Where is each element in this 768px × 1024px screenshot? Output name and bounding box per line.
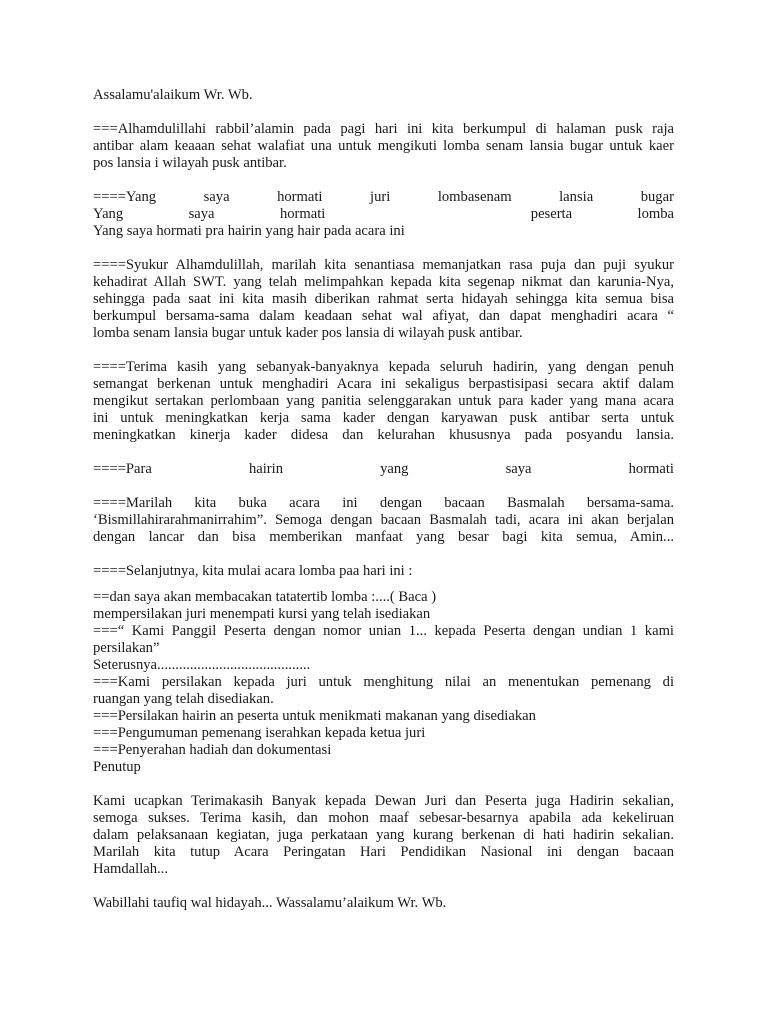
paragraph-selanjutnya	[93, 563, 674, 580]
word: hormati	[279, 206, 326, 222]
paragraph-syukur	[93, 257, 674, 342]
paragraph-para-hadirin	[93, 461, 674, 478]
word: hormati	[628, 461, 674, 477]
paragraph-salutations	[93, 189, 674, 240]
paragraph-line: sehingga pada saat ini kita masih diberikan rahmat serta hidayah sehingga kita semua bisa	[93, 291, 674, 307]
paragraph-line: Marilah kita tutup Acara Peringatan Hari Pendidikan Nasional ini dengan bacaan	[93, 844, 674, 860]
word: saya	[203, 189, 230, 205]
salutation-row-peserta	[93, 206, 674, 223]
paragraph-line: semangat berkenan untuk menghadiri Acara ini sekaligus berpastisipasi secara aktif dalam	[93, 376, 674, 392]
paragraph-basmalah	[93, 495, 674, 546]
agenda-item: ===Persilakan hairin an peserta untuk menikmati makanan yang disediakan	[93, 708, 536, 724]
salutation-row-hadirin: Yang saya hormati pra hairin yang hair pada acara ini	[93, 223, 405, 239]
agenda-item: Penutup	[93, 759, 141, 775]
paragraph-line: lomba senam lansia bugar untuk kader pos lansia di wilayah pusk antibar.	[93, 325, 523, 341]
paragraph-line: ====Terima kasih yang sebanyak-banyaknya kepada seluruh hadirin, yang dengan penuh	[93, 359, 674, 375]
agenda-item: Seterusnya..........................................	[93, 657, 311, 673]
paragraph-line: semoga sukses. Terima kasih, dan mohon maaf sebesar-besarnya apabila ada kekeliruan	[93, 810, 674, 826]
agenda-item: ===Penyerahan hadiah dan dokumentasi	[93, 742, 332, 758]
word: peserta	[530, 206, 573, 222]
word: ====Yang	[93, 189, 157, 205]
paragraph-penutup	[93, 793, 674, 878]
agenda-item: ===Kami persilakan kepada juri untuk menghitung nilai an menentukan pemenang di	[93, 674, 674, 690]
greeting-text: Assalamu'alaikum Wr. Wb.	[93, 87, 253, 103]
paragraph-line: berkumpul bersama-sama dalam keadaan sehat wal afiyat, dan dapat menghadiri acara “	[93, 308, 674, 324]
paragraph-terima-kasih	[93, 359, 674, 444]
paragraph-line: antibar alam keaaan sehat walafiat una untuk mengikuti lomba senam lansia bugar untuk kaer	[93, 138, 674, 154]
paragraph-line: meningkatkan kinerja kader didesa dan kelurahan khususnya pada posyandu lansia.	[93, 427, 674, 443]
word: bugar	[640, 189, 674, 205]
salutation-row-juri	[93, 189, 674, 206]
agenda-list	[93, 589, 674, 776]
paragraph-line: dalam pelaksanaan kegiatan, juga perkataan yang kurang berkenan di hati hadirin sekalian.	[93, 827, 674, 843]
closing	[93, 895, 674, 912]
paragraph-opening	[93, 121, 674, 172]
word: hormati	[277, 189, 323, 205]
paragraph-line: pos lansia i wilayah pusk antibar.	[93, 155, 287, 171]
agenda-item: ruangan yang telah disediakan.	[93, 691, 274, 707]
greeting	[93, 87, 674, 104]
paragraph-line: Kami ucapkan Terimakasih Banyak kepada Dewan Juri dan Peserta juga Hadirin sekalian,	[93, 793, 674, 809]
word: yang	[380, 461, 409, 477]
word: lansia	[559, 189, 594, 205]
agenda-item: ===“ Kami Panggil Peserta dengan nomor unian 1... kepada Peserta dengan undian 1 kami	[93, 623, 674, 639]
paragraph-line: mengikut sertakan perlombaan yang panitia selenggarakan untuk para kader yang mana acara	[93, 393, 674, 409]
salutation-row-para	[93, 461, 674, 478]
paragraph-line: ini untuk meningkatkan kerja sama kader dengan karyawan pusk antibar serta untuk	[93, 410, 674, 426]
word: hairin	[248, 461, 283, 477]
closing-text: Wabillahi taufiq wal hidayah... Wassalamu’alaikum Wr. Wb.	[93, 895, 447, 911]
agenda-item: mempersilakan juri menempati kursi yang telah isediakan	[93, 606, 431, 622]
paragraph-line: ===Alhamdulillahi rabbil’alamin pada pagi hari ini kita berkumpul di halaman pusk raja	[93, 121, 674, 137]
paragraph-line: ====Marilah kita buka acara ini dengan bacaan Basmalah bersama-sama.	[93, 495, 674, 511]
word: lombasenam	[437, 189, 512, 205]
word: Yang	[93, 206, 124, 222]
paragraph-line: kehadirat Allah SWT. yang telah melimpahkan kepada kita segenap nikmat dan karunia-Nya,	[93, 274, 674, 290]
paragraph-line: dengan lancar dan bisa memberikan manfaat yang besar bagi kita semua, Amin...	[93, 529, 674, 545]
paragraph-line: ====Selanjutnya, kita mulai acara lomba paa hari ini :	[93, 563, 413, 579]
word: saya	[188, 206, 215, 222]
word: saya	[505, 461, 532, 477]
word: lomba	[637, 206, 674, 222]
word: juri	[370, 189, 391, 205]
agenda-item: ==dan saya akan membacakan tatatertib lomba :....( Baca )	[93, 589, 437, 605]
paragraph-line: ====Syukur Alhamdulillah, marilah kita senantiasa memanjatkan rasa puja dan puji syukur	[93, 257, 674, 273]
paragraph-line: ‘Bismillahirarahmanirrahim”. Semoga dengan bacaan Basmalah tadi, acara ini akan berjalan	[93, 512, 674, 528]
agenda-item: ===Pengumuman pemenang iserahkan kepada ketua juri	[93, 725, 426, 741]
word: ====Para	[93, 461, 152, 477]
paragraph-line: Hamdallah...	[93, 861, 168, 877]
agenda-item: persilakan”	[93, 640, 160, 656]
